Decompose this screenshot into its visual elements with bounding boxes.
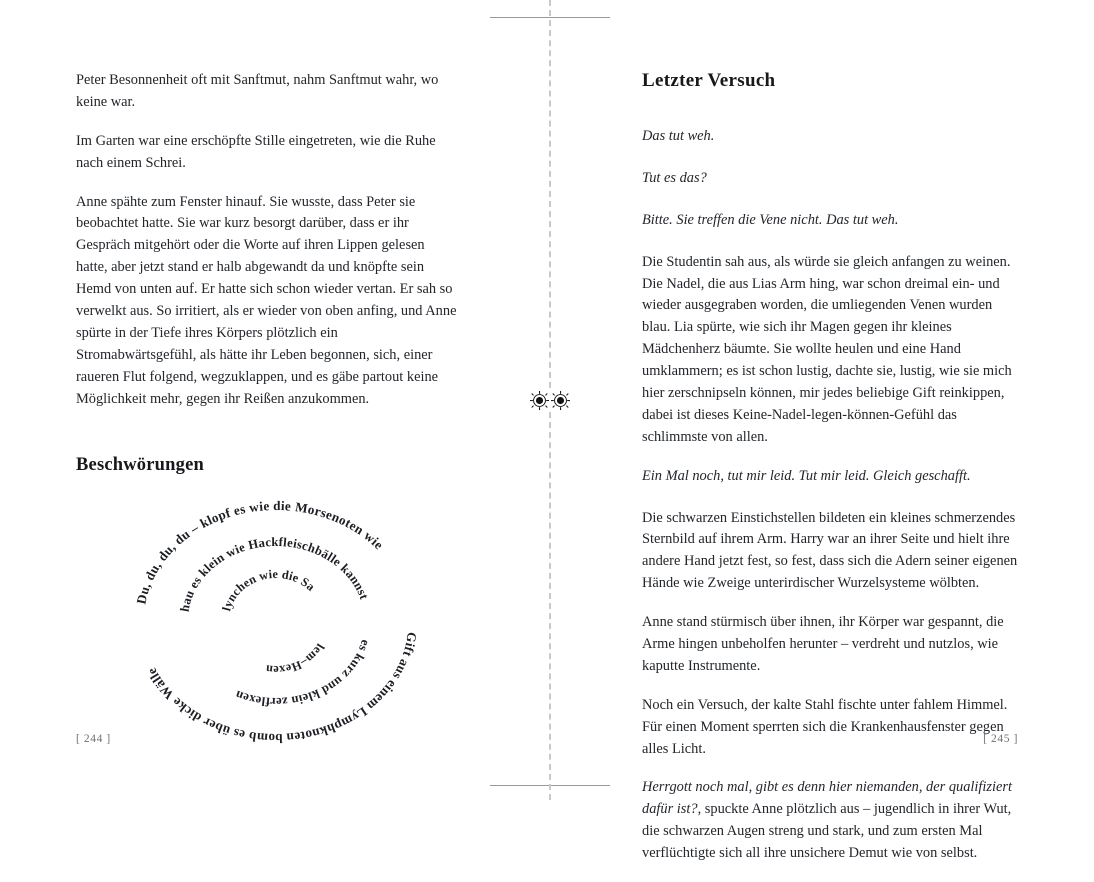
spiral-ring-4-text: es kurz und klein zerflexen (233, 638, 373, 710)
spiral-ring-1 (133, 498, 386, 605)
paragraph-mixed (642, 777, 1023, 865)
paragraph: Peter Besonnenheit oft mit Sanftmut, nahm Sanftmut wahr, wo keine war. (76, 72, 439, 110)
quoted-speech: Herrgott noch mal, gibt es denn hier niemanden, der qualifiziert dafür ist? (642, 779, 1012, 818)
spiral-ring-6 (265, 642, 328, 678)
paragraph: Im Garten war eine erschöpfte Stille eingetreten, wie die Ruhe nach einem Schrei. (76, 132, 436, 171)
spiral-ring-4 (233, 639, 372, 710)
chapter-title: Letzter Versuch (642, 70, 776, 91)
right-page (547, 0, 1094, 862)
paragraph-dialogue: Bitte. Sie treffen die Vene nicht. Das tut weh. (642, 211, 899, 228)
spiral-svg (126, 492, 426, 747)
left-page-textblock (76, 70, 457, 747)
right-page-textblock (642, 70, 1023, 882)
paragraph: Anne stand stürmisch über ihnen, ihr Körper war gespannt, die Arme hingen unbeholfen herunter – verdreht und nutzlos, wie kaputte Instrumente. (642, 614, 1004, 674)
narration: , spuckte Anne plötzlich aus – jugendlich in ihrer Wut, die schwarzen Augen streng und stark, und zum ersten Mal verflüchtigte sich all ihre unsichere Demut wie von selbst. (642, 801, 1012, 862)
paragraph-dialogue: Tut es das? (642, 169, 707, 186)
spiral-ring-5 (219, 567, 318, 613)
paragraph-dialogue: Ein Mal noch, tut mir leid. Tut mir leid. Gleich geschafft. (642, 467, 971, 484)
spiral-ring-2 (144, 632, 420, 747)
spacer (76, 427, 457, 455)
incantation-spiral (126, 492, 426, 747)
spiral-ring-2-text: Gift aus einem Lymphknoten bomb es über dicke Wälle (143, 631, 420, 747)
paragraph: Noch ein Versuch, der kalte Stahl fischte unter fahlem Himmel. Für einen Moment sperrten sich die Krankenhausfenster gegen alles Licht. (642, 696, 1008, 757)
spiral-ring-6-text: lem–Hexen (264, 641, 328, 678)
left-page (0, 0, 547, 800)
section-title: Beschwörungen (76, 455, 204, 476)
spiral-ring-1-text: Du, du, du, du – klopf es wie die Morsenoten wie (133, 498, 387, 606)
page-number-left: [ 244 ] (76, 733, 111, 745)
spiral-ring-3-text: hau es klein wie Hackfleischbälle kannst (177, 535, 372, 614)
paragraph: Die Studentin sah aus, als würde sie gleich anfangen zu weinen. Die Nadel, die aus Lias Arm hing, war schon dreimal ein- und wieder ausgegraben worden, die umliegenden Venen wurden blau. Lia spürte, wie sich ihr Magen gegen ihr kleines Mädchenherz bäumte. Sie wollte heulen und eine Hand umklammern; es ist schon lustig, dachte sie, lustig, wie sie mich hier zerschnipseln können, mir jedes beliebige Gift reinkippen, dabei ist dieses Keine-Nadel-legen-können-Gefühl das schlimmste von allen. (642, 253, 1012, 445)
paragraph: Die schwarzen Einstichstellen bildeten ein kleines schmerzendes Sternbild auf ihrem Arm. Harry war an ihrer Seite und hielt ihre andere Hand jetzt fest, so fest, dass sich die Adern seiner eigenen Hände wie Zweige unterirdischer Wurzelsysteme wölbten. (642, 509, 1018, 592)
paragraph: Anne spähte zum Fenster hinauf. Sie wusste, dass Peter sie beobachtet hatte. Sie war kurz besorgt darüber, dass er ihr Gespräch mitgehört oder die Worte auf ihren Lippen gelesen hatte, aber jetzt stand er halb abgewandt da und knöpfte sein Hemd von unten auf. Er hatte sich schon wieder vertan. Er sah so verwelkt aus. So irritiert, als er wieder von oben anfing, und Anne spürte in der Tiefe ihres Körpers plötzlich ein Stromabwärtsgefühl, als hätte ihr Leben begonnen, sich, einer raueren Flut folgend, wegzuklappen, und es gäbe partout keine Möglichkeit mehr, gegen ihr Reißen anzukommen. (76, 193, 457, 407)
spiral-ring-5-text: lynchen wie die Sa (219, 567, 318, 613)
paragraph-dialogue: Das tut weh. (642, 128, 715, 144)
page-number-right: [ 245 ] (983, 733, 1018, 745)
